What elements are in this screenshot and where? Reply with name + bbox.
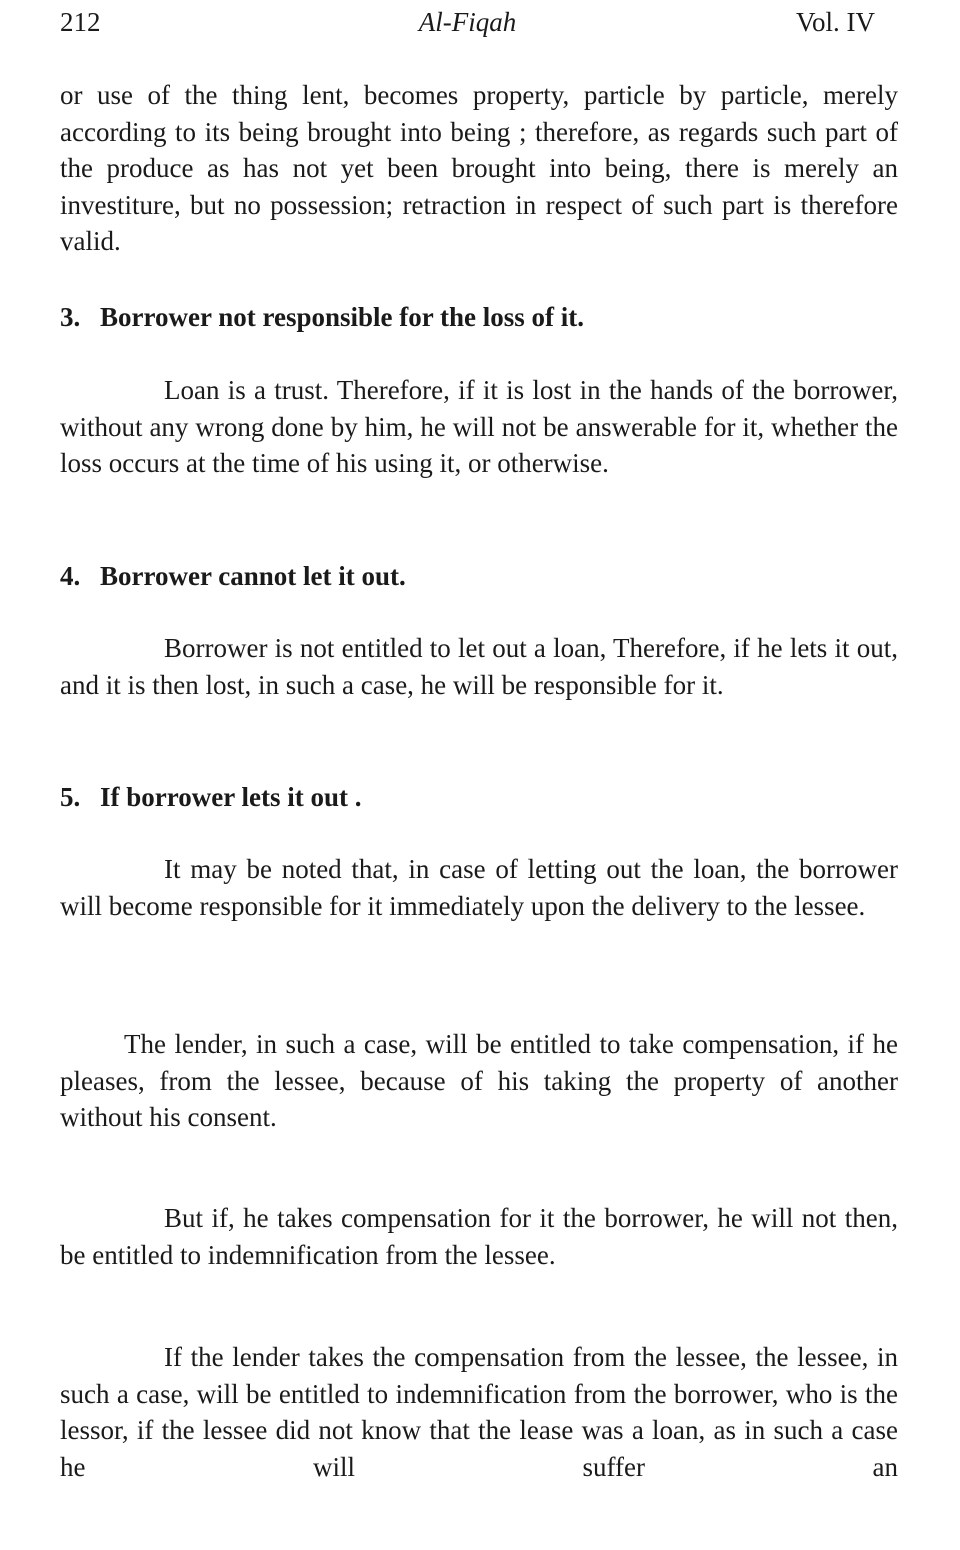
paragraph-loan-trust: Loan is a trust. Therefore, if it is lost in the hands of the borrower, without any wrong done by him, he will not be answerable for it, whether the loss occurs at the time of his using it, or otherwise. xyxy=(60,375,898,479)
volume-label: Vol. IV xyxy=(795,7,875,37)
book-title: Al-Fiqah xyxy=(418,7,517,37)
section-title: If borrower lets it out . xyxy=(100,782,362,812)
paragraph-lender: The lender, in such a case, will be entitled to take compensation, if he pleases, from the lessee, because of his taking the property of another without his consent. xyxy=(60,1029,898,1133)
paragraph-noted: It may be noted that, in case of letting out the loan, the borrower will become responsible for it immediately upon the delivery to the lessee. xyxy=(60,854,898,921)
section-number: 3. xyxy=(60,302,81,332)
paragraph-if-lender: If the lender takes the compensation from the lessee, the lessee, in such a case, will be entitled to indemnification from the borrower, who is the lessor, if the lessee did not know that the lease was a loan, as in such a case he will suffer an xyxy=(60,1342,898,1482)
section-heading-3 xyxy=(60,299,898,335)
section-number: 4. xyxy=(60,561,81,591)
section-number: 5. xyxy=(60,782,81,812)
section-heading-5 xyxy=(60,779,898,815)
paragraph-continuation: or use of the thing lent, becomes property, particle by particle, merely according to its being brought into being ; therefore, as regards such part of the produce as has not yet been brought into being, there is merely an investiture, but no possession; retraction in respect of such part is therefore valid. xyxy=(60,80,898,257)
section-title: Borrower cannot let it out. xyxy=(100,561,406,591)
page-number: 212 xyxy=(60,7,101,37)
paragraph-but-if: But if, he takes compensation for it the borrower, he will not then, be entitled to indemnification from the lessee. xyxy=(60,1203,898,1270)
running-header xyxy=(60,4,875,40)
section-heading-4 xyxy=(60,558,898,594)
paragraph-not-entitled: Borrower is not entitled to let out a loan, Therefore, if he lets it out, and it is then lost, in such a case, he will be responsible for it. xyxy=(60,633,898,700)
section-title: Borrower not responsible for the loss of it. xyxy=(100,302,584,332)
